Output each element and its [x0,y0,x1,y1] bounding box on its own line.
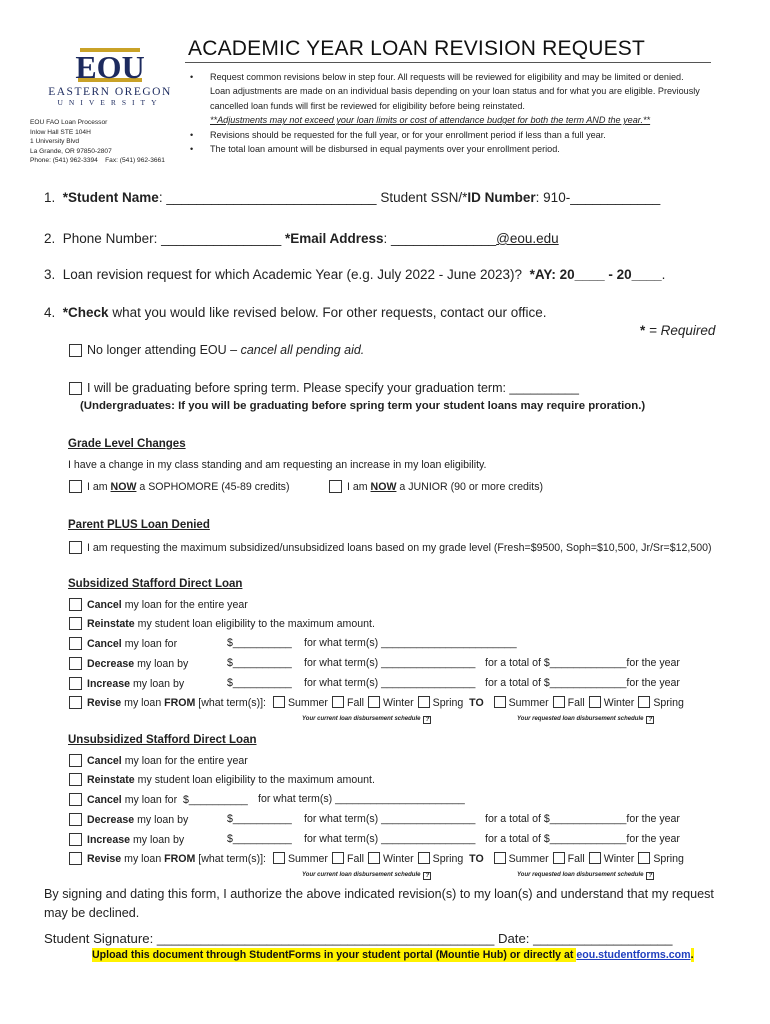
period: . [661,267,666,282]
opt-text: my loan by [134,814,189,826]
q3-academic-year[interactable] [44,267,665,282]
unsub-from-winter-checkbox[interactable] [368,852,380,864]
academic-year-field[interactable]: *AY: 20____ - 20____ [529,267,662,282]
help-icon[interactable]: ? [423,716,431,724]
sub-current-schedule[interactable] [302,716,431,724]
upload-text: Upload this document through StudentForms in your student portal (Mountie Hub) or directly at [92,949,577,961]
upload-period: . [690,949,694,961]
grade-level-intro: I have a change in my class standing and am requesting an increase in my loan eligibility. [68,459,487,471]
phone-field[interactable]: Phone Number: ________________ [62,231,285,246]
unsub-increase[interactable] [69,833,184,846]
opt-text: I am [87,481,111,493]
option-sophomore[interactable] [69,480,290,493]
opt-bold: Revise [87,697,122,709]
opt-text: [what term(s)]: [195,697,266,709]
contact-line: Phone: (541) 962-3394 Fax: (541) 962-3661 [30,157,165,164]
unsub-from-summer-checkbox[interactable] [273,852,285,864]
instruction-line: cancelled loan funds will first be reviewed for eligibility before being reinstated. [210,100,525,111]
logo-letters: EOU [75,49,145,85]
instruction-item [190,113,720,127]
to-label: TO [469,853,484,865]
contact-line: La Grande, OR 97850-2807 [30,147,112,155]
upload-instructions [92,949,694,961]
instruction-line: Request common revisions below in step four. All requests will be reviewed for eligibility and may be limited or denied. [210,72,684,82]
sub-to-summer-checkbox[interactable] [494,696,506,708]
email-label: Email Address [290,231,384,246]
eou-logo-mark [44,42,176,88]
option-graduating[interactable] [69,381,579,395]
unsub-increase-terms[interactable]: for what term(s) ________________ [304,833,476,845]
logo-name-line2: UNIVERSITY [57,98,163,107]
opt-text: my loan for the entire year [121,599,248,611]
help-icon[interactable]: ? [423,872,431,880]
contact-line: 1 University Blvd [30,138,80,145]
term-label: Fall [346,853,365,865]
email-domain: @eou.edu [496,231,559,246]
unsub-to-spring-checkbox[interactable] [638,852,650,864]
term-label: Winter [603,853,635,865]
from-label: FROM [164,697,196,709]
unsub-decrease-checkbox[interactable] [69,813,82,826]
student-name-label: Student Name [68,190,159,205]
unsub-revise-checkbox[interactable] [69,852,82,865]
sub-from-fall-checkbox[interactable] [332,696,344,708]
instructions-list [190,70,720,156]
opt-bold: Decrease [87,814,135,826]
option-parent-plus[interactable] [69,541,712,554]
graduating-note: (Undergraduates: If you will be graduating before spring term your student loans may require proration.) [80,400,646,412]
subsidized-heading: Subsidized Stafford Direct Loan [68,578,243,590]
opt-now: NOW [110,481,137,493]
ssn-label: Student SSN/* [380,190,468,205]
instruction-line: Revisions should be requested for the full year, or for your enrollment period if less than a full year. [210,129,606,140]
opt-text: my loan [121,853,165,865]
graduating-checkbox[interactable] [69,382,82,395]
unsub-increase-amount[interactable]: $__________ [227,833,292,845]
opt-text: my loan for the entire year [121,755,248,767]
unsub-requested-schedule[interactable] [517,872,654,880]
option-text: No longer attending EOU – [87,343,241,357]
term-label: Spring [653,853,684,865]
opt-text: my loan by [130,678,185,690]
instruction-line: **Adjustments may not exceed your loan limits or cost of attendance budget for both the term AND the year.** [210,115,651,126]
unsub-cancel-entire[interactable] [69,754,248,767]
authorization-line1: By signing and dating this form, I authorize the above indicated revision(s) to my loan(s) and understand that my request [44,887,714,901]
unsub-to-winter-checkbox[interactable] [589,852,601,864]
sub-increase-checkbox[interactable] [69,677,82,690]
term-label: Fall [567,697,585,709]
term-label: Spring [432,697,464,709]
logo-name-line1: EASTERN OREGON [48,86,172,98]
unsub-decrease-total[interactable]: for a total of $_____________for the year [485,813,680,825]
unsub-reinstate[interactable] [69,773,375,786]
contact-line: EOU FAO Loan Processor [30,119,108,126]
required-mark: * [62,190,69,205]
instruction-line: The total loan amount will be disbursed in equal payments over your enrollment period. [210,144,560,155]
signature-date-line[interactable]: Student Signature: ______________________________________________ Date: ___________________ [44,931,673,946]
opt-bold: Cancel [87,638,122,650]
opt-text: [what term(s)]: [195,853,266,865]
option-text-italic: cancel all pending aid. [240,343,365,357]
unsub-reinstate-checkbox[interactable] [69,773,82,786]
opt-text: my loan by [130,834,185,846]
id-number-field[interactable]: : 910-____________ [535,190,661,205]
sub-decrease-amount[interactable]: $__________ [227,657,292,669]
sub-cancel-checkbox[interactable] [69,637,82,650]
q1-number: 1. [44,190,56,205]
sub-cancel-terms[interactable]: for what term(s) _______________________ [304,637,517,649]
term-label: Spring [653,697,684,709]
sub-from-spring-checkbox[interactable] [418,696,430,708]
unsub-decrease-amount[interactable]: $__________ [227,813,292,825]
q3-number: 3. [44,267,56,282]
unsub-cancel[interactable] [69,793,248,806]
required-legend [640,323,715,338]
sub-decrease[interactable] [69,657,188,670]
q3-text: Loan revision request for which Academic Year (e.g. July 2022 - June 2023)? [62,267,530,282]
q1-student-name[interactable] [44,190,660,205]
parent-plus-heading: Parent PLUS Loan Denied [68,519,210,531]
q4-number: 4. [44,305,56,320]
sub-increase-total[interactable]: for a total of $_____________for the year [485,677,680,689]
q2-number: 2. [44,231,56,246]
title-divider [185,62,711,63]
sub-cancel-entire[interactable] [69,598,248,611]
unsub-decrease[interactable] [69,813,188,826]
required-star: * [640,323,650,338]
unsub-cancel-entire-checkbox[interactable] [69,754,82,767]
authorization-line2: may be declined. [44,906,140,920]
help-icon[interactable]: ? [646,872,654,880]
schedule-label: Your requested loan disbursement schedule [517,716,644,722]
student-name-field[interactable]: ____________________________ [166,190,377,205]
opt-text: I am [347,481,371,493]
instruction-item [190,70,720,113]
schedule-label: Your requested loan disbursement schedule [517,872,644,878]
opt-bold: Revise [87,853,122,865]
opt-bold: Cancel [87,794,122,806]
sub-revise[interactable] [69,696,684,709]
opt-bold: Decrease [87,658,135,670]
from-label: FROM [164,853,196,865]
unsub-current-schedule[interactable] [302,872,431,880]
unsub-from-fall-checkbox[interactable] [332,852,344,864]
bullet-icon: • [190,129,194,140]
opt-text: a JUNIOR (90 or more credits) [396,481,544,493]
junior-checkbox[interactable] [329,480,342,493]
sub-to-winter-checkbox[interactable] [589,696,601,708]
sub-decrease-checkbox[interactable] [69,657,82,670]
option-text[interactable]: I will be graduating before spring term. Please specify your graduation term: __________ [87,381,579,395]
unsub-increase-checkbox[interactable] [69,833,82,846]
unsub-from-spring-checkbox[interactable] [418,852,430,864]
opt-bold: Cancel [87,599,122,611]
term-label: Fall [346,697,365,709]
opt-text: my loan by [134,658,189,670]
page-title: ACADEMIC YEAR LOAN REVISION REQUEST [188,37,646,60]
id-number-label: ID Number [467,190,536,205]
term-label: Summer [508,697,549,709]
term-label: Summer [508,853,549,865]
term-label: Summer [287,853,328,865]
parent-plus-checkbox[interactable] [69,541,82,554]
instruction-item [190,128,720,142]
sub-cancel-amount[interactable]: $__________ [227,637,292,649]
email-field[interactable]: : ______________ [383,231,497,246]
required-text: = Required [649,323,716,338]
opt-text: my loan [121,697,165,709]
opt-text: I am requesting the maximum subsidized/unsubsidized loans based on my grade level (Fresh=$9500, Soph=$10,500, Jr/Sr=$12,500) [87,542,712,554]
opt-bold: Increase [87,834,130,846]
check-label: *Check [62,305,109,320]
unsubsidized-heading: Unsubsidized Stafford Direct Loan [68,734,257,746]
unsub-cancel-amount[interactable]: my loan for $__________ [121,794,248,806]
unsub-to-fall-checkbox[interactable] [553,852,565,864]
unsub-revise[interactable] [69,852,684,865]
unsub-cancel-checkbox[interactable] [69,793,82,806]
opt-text: a SOPHOMORE (45-89 credits) [136,481,290,493]
opt-bold: Cancel [87,755,122,767]
term-label: Fall [567,853,585,865]
option-no-longer-attending[interactable] [69,343,364,357]
sophomore-checkbox[interactable] [69,480,82,493]
unsub-decrease-terms[interactable]: for what term(s) ________________ [304,813,476,825]
term-label: Summer [287,697,328,709]
office-contact [30,118,190,166]
unsub-increase-total[interactable]: for a total of $_____________for the year [485,833,680,845]
colon: : [158,190,163,205]
required-mark: * [284,231,291,246]
opt-bold: Increase [87,678,130,690]
bullet-icon: • [190,72,194,82]
q4-text: what you would like revised below. For other requests, contact our office. [108,305,547,320]
sub-requested-schedule[interactable] [517,716,654,724]
sub-revise-checkbox[interactable] [69,696,82,709]
sub-reinstate[interactable] [69,617,375,630]
sub-cancel-entire-checkbox[interactable] [69,598,82,611]
sub-to-fall-checkbox[interactable] [553,696,565,708]
bullet-icon: • [190,144,194,155]
unsub-to-summer-checkbox[interactable] [494,852,506,864]
opt-now: NOW [370,481,397,493]
sub-to-spring-checkbox[interactable] [638,696,650,708]
term-label: Winter [383,697,414,709]
opt-text: my loan for [121,638,178,650]
term-label: Winter [383,853,414,865]
no-longer-checkbox[interactable] [69,344,82,357]
sub-increase-amount[interactable]: $__________ [227,677,292,689]
sub-increase[interactable] [69,677,184,690]
unsub-cancel-terms[interactable]: for what term(s) ______________________ [258,793,465,805]
sub-cancel[interactable] [69,637,177,650]
sub-from-summer-checkbox[interactable] [273,696,285,708]
opt-bold: Reinstate [87,774,135,786]
sub-decrease-terms[interactable]: for what term(s) ________________ [304,657,476,669]
sub-decrease-total[interactable]: for a total of $_____________for the year [485,657,680,669]
opt-text: my student loan eligibility to the maximum amount. [134,618,375,630]
help-icon[interactable]: ? [646,716,654,724]
studentforms-link[interactable]: eou.studentforms.com [576,949,691,961]
opt-bold: Reinstate [87,618,135,630]
schedule-label: Your current loan disbursement schedule [302,872,421,878]
contact-line: Inlow Hall STE 104H [30,128,91,136]
option-junior[interactable] [329,480,543,493]
instruction-item [190,142,720,156]
sub-from-winter-checkbox[interactable] [368,696,380,708]
term-label: Winter [603,697,635,709]
sub-reinstate-checkbox[interactable] [69,617,82,630]
to-label: TO [469,697,484,709]
grade-level-heading: Grade Level Changes [68,438,186,450]
q4-instructions [44,305,547,320]
sub-increase-terms[interactable]: for what term(s) ________________ [304,677,476,689]
instruction-line: Loan adjustments are made on an individual basis depending on your loan status and for what you are eligible. Previously [210,86,700,97]
schedule-label: Your current loan disbursement schedule [302,716,421,722]
q2-contact[interactable] [44,231,559,246]
opt-text: my student loan eligibility to the maximum amount. [134,774,375,786]
term-label: Spring [432,853,464,865]
